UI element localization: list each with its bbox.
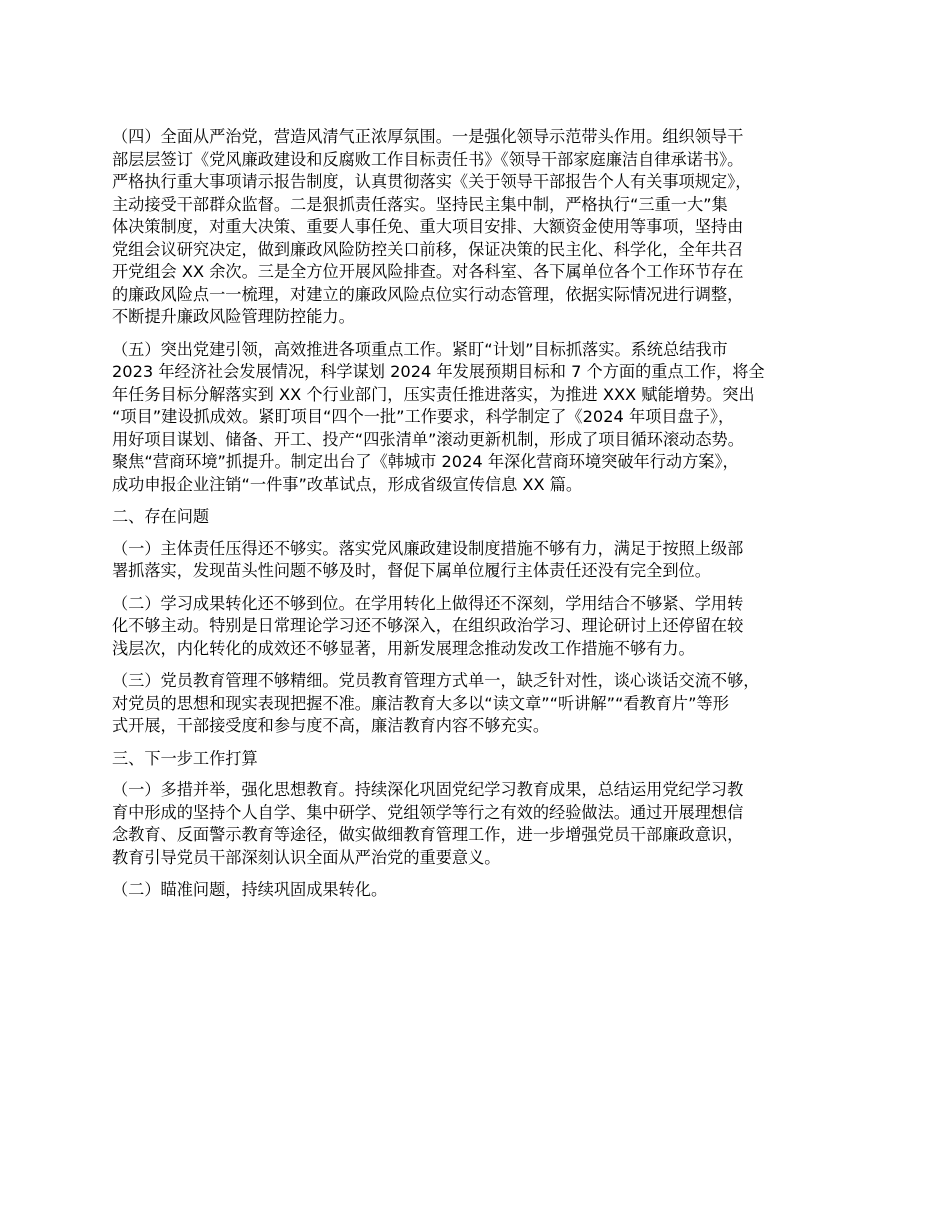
paragraph-five-party-building [112,339,854,497]
text-line: 用好项目谋划、储备、开工、投产“四张清单”滚动更新机制，形成了项目循环滚动态势。 [112,429,744,449]
section-heading-next-steps: 三、下一步工作打算 [112,748,258,768]
text-line: 党组会议研究决定，做到廉政风险防控关口前移，保证决策的民主化、科学化，全年共召 [112,239,744,259]
text-line: （三）党员教育管理不够精细。党员教育管理方式单一，缺乏针对性，谈心谈话交流不够， [112,671,760,690]
paragraph-plan-one [112,779,854,869]
text-line: （二）瞄准问题，持续巩固成果转化。 [112,880,388,899]
text-line: 浅层次，内化转化的成效还不够显著，用新发展理念推动发改工作措施不够有力。 [112,638,695,658]
text-line: 署抓落实，发现苗头性问题不够及时，督促下属单位履行主体责任还没有完全到位。 [112,561,711,580]
text-line: 育中形成的坚持个人自学、集中研学、党组领学等行之有效的经验做法。通过开展理想信 [112,802,744,822]
text-line: 化不够主动。特别是日常理论学习还不够深入，在组织政治学习、理论研讨上还停留在较 [112,616,744,635]
text-line: 式开展，干部接受度和参与度不高，廉洁教育内容不够充实。 [112,716,550,735]
text-line: 严格执行重大事项请示报告制度，认真贯彻落实《关于领导干部报告个人有关事项规定》， [112,172,752,191]
paragraph-problem-two [112,593,854,661]
text-line: （四）全面从严治党，营造风清气正浓厚氛围。一是强化领导示范带头作用。组织领导干 [112,127,744,146]
text-line: 不断提升廉政风险管理防控能力。 [112,307,355,326]
text-line: 主动接受干部群众监督。二是狠抓责任落实。坚持民主集中制，严格执行“三重一大”集 [112,194,728,214]
text-line: （一）主体责任压得还不够实。落实党风廉政建设制度措施不够有力，满足于按照上级部 [112,538,744,558]
text-line: 聚焦“营商环境”抓提升。制定出台了《韩城市 2024 年深化营商环境突破年行动方案》， [112,452,739,471]
document-page [112,126,854,912]
text-line: 的廉政风险点一一梳理，对建立的廉政风险点位实行动态管理，依据实际情况进行调整， [112,284,744,304]
text-line: （五）突出党建引领，高效推进各项重点工作。紧盯“计划”目标抓落实。系统总结我市 [112,339,728,359]
text-line: （一）多措并举，强化思想教育。持续深化巩固党纪学习教育成果，总结运用党纪学习教 [112,780,744,799]
text-line: 念教育、反面警示教育等途径，做实做细教育管理工作，进一步增强党员干部廉政意识， [112,825,744,844]
text-line: 部层层签订《党风廉政建设和反腐败工作目标责任书》《领导干部家庭廉洁自律承诺书》。 [112,149,744,169]
paragraph-problem-one [112,538,854,583]
text-line: “项目”建设抓成效。紧盯项目“四个一批”工作要求，科学制定了《2024 年项目盘子》， [112,407,735,426]
text-line: 年任务目标分解落实到 XX 个行业部门，压实责任推进落实，为推进 XXX 赋能增势。突出 [112,384,755,404]
section-heading-problems: 二、存在问题 [112,507,210,526]
text-line: 对党员的思想和现实表现把握不准。廉洁教育大多以“读文章”“听讲解”“看教育片”等形 [112,693,729,713]
text-line: （二）学习成果转化还不够到位。在学用转化上做得还不深刻，学用结合不够紧、学用转 [112,593,744,613]
text-line: 开党组会 XX 余次。三是全方位开展风险排查。对各科室、各下属单位各个工作环节存在 [112,262,744,281]
paragraph-problem-three [112,670,854,738]
text-line: 体决策制度，对重大决策、重要人事任免、重大项目安排、大额资金使用等事项，坚持由 [112,217,744,236]
text-line: 成功申报企业注销“一件事”改革试点，形成省级宣传信息 XX 篇。 [112,474,583,494]
text-line: 2023 年经济社会发展情况，科学谋划 2024 年发展预期目标和 7 个方面的重点工作，将全 [112,362,765,381]
paragraph-plan-two [112,879,854,902]
text-line: 教育引导党员干部深刻认识全面从严治党的重要意义。 [112,847,501,867]
paragraph-four-strict-governance [112,126,854,329]
